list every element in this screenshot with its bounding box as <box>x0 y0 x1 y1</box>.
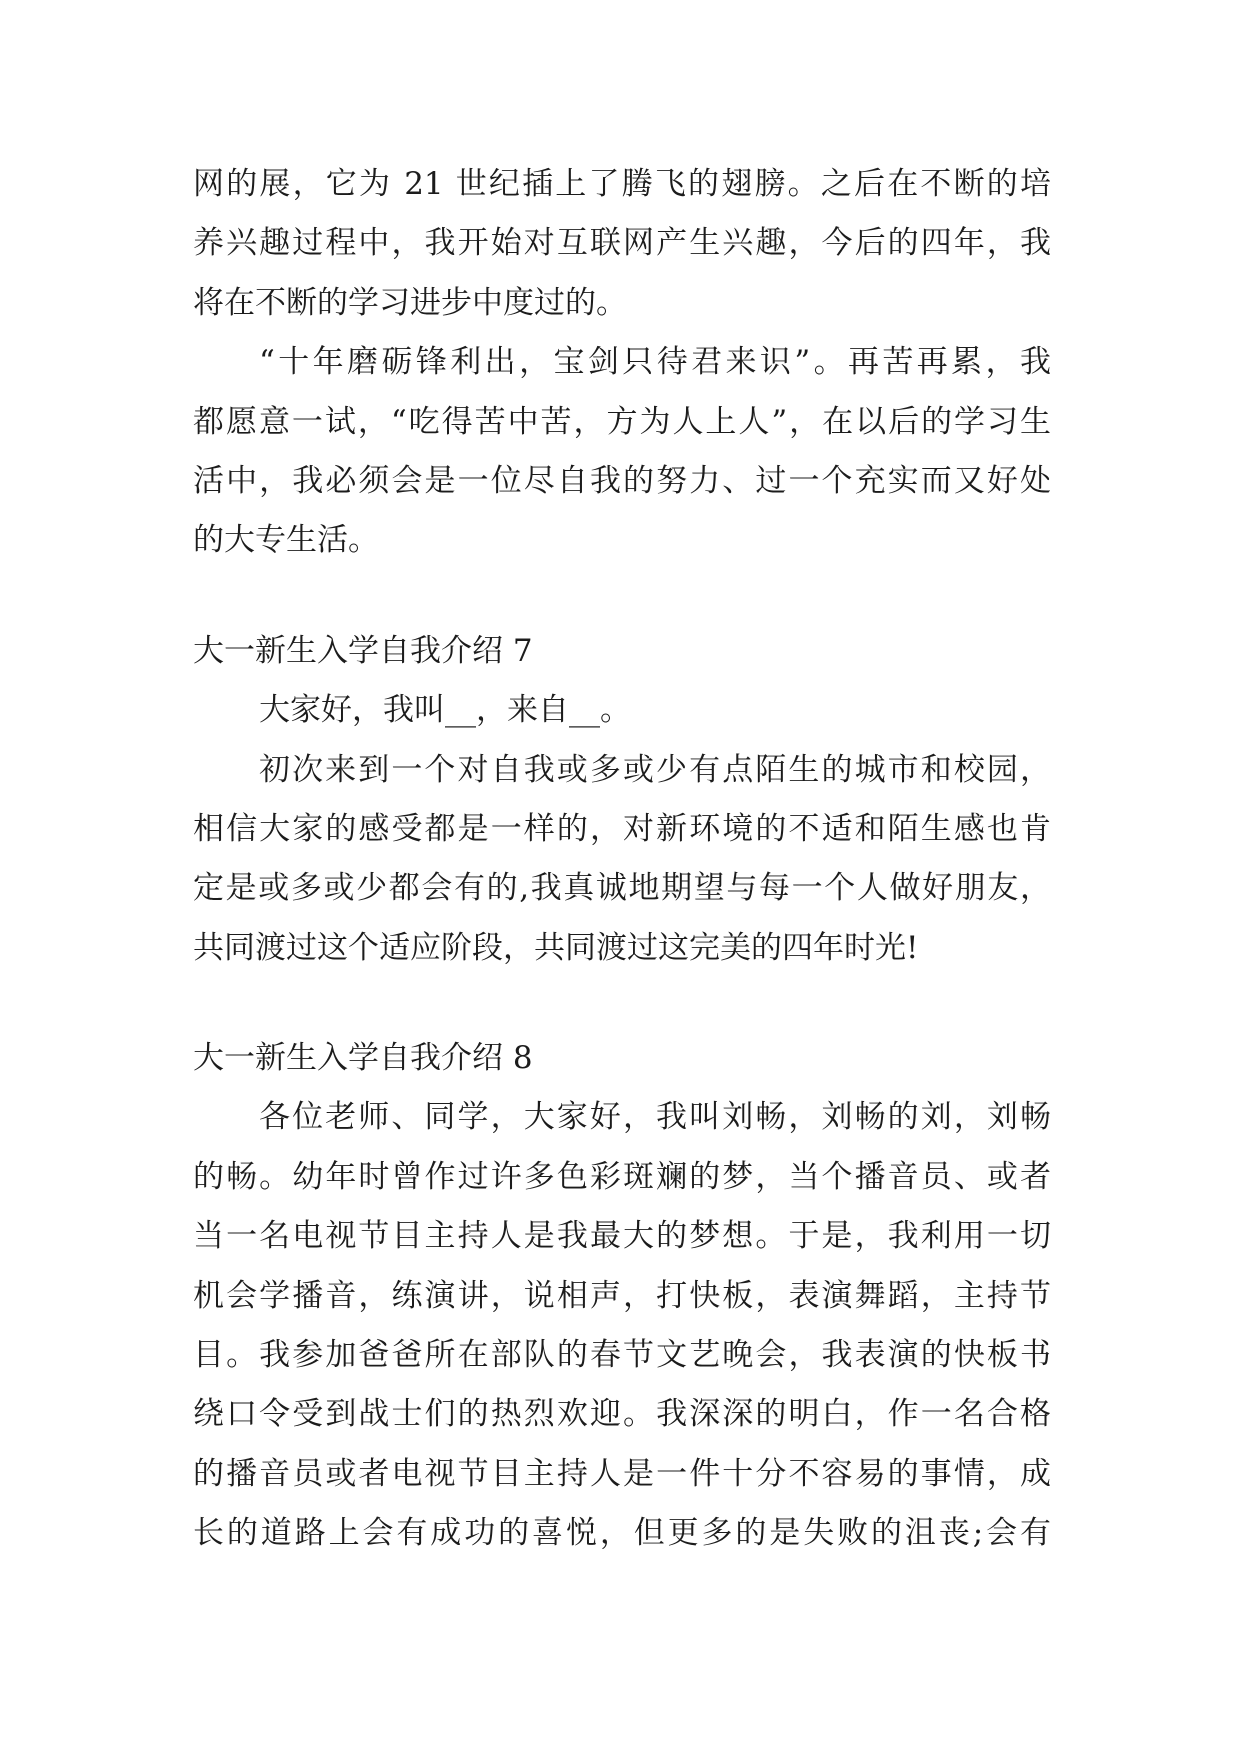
text-line: 的大专生活。 <box>193 522 379 559</box>
text-line: 的畅。幼年时曾作过许多色彩斑斓的梦，当个播音员、或者 <box>193 1158 1051 1195</box>
text-line: 养兴趣过程中，我开始对互联网产生兴趣，今后的四年，我 <box>193 225 1051 262</box>
document-body <box>193 155 1051 1564</box>
text-line: 将在不断的学习进步中度过的。 <box>193 284 627 321</box>
text-line: 定是或多或少都会有的,我真诚地期望与每一个人做好朋友， <box>193 870 1051 907</box>
paragraph <box>193 1088 1051 1563</box>
section-heading: 大一新生入学自我介绍 8 <box>193 1040 533 1077</box>
text-line: 共同渡过这个适应阶段，共同渡过这完美的四年时光! <box>193 929 919 966</box>
text-line: 都愿意一试，“吃得苦中苦，方为人上人”，在以后的学习生 <box>193 403 1051 440</box>
text-line: 初次来到一个对自我或多或少有点陌生的城市和校园， <box>259 751 1051 788</box>
text-line: 活中，我必须会是一位尽自我的努力、过一个充实而又好处 <box>193 462 1051 499</box>
text-line: 的播音员或者电视节目主持人是一件十分不容易的事情，成 <box>193 1455 1051 1492</box>
text-line: 网的展，它为 21 世纪插上了腾飞的翅膀。之后在不断的培 <box>193 166 1051 202</box>
text-line: “十年磨砺锋利出，宝剑只待君来识”。再苦再累，我 <box>259 344 1051 381</box>
paragraph <box>193 741 1051 979</box>
section-spacer <box>193 571 1051 622</box>
text-line: 大家好，我叫__，来自__。 <box>259 692 631 729</box>
paragraph <box>193 681 1051 740</box>
paragraph <box>193 155 1051 333</box>
text-line: 机会学播音，练演讲，说相声，打快板，表演舞蹈，主持节 <box>193 1277 1051 1314</box>
text-line: 长的道路上会有成功的喜悦，但更多的是失败的沮丧;会有 <box>193 1515 1051 1552</box>
section-spacer <box>193 978 1051 1029</box>
text-line: 当一名电视节目主持人是我最大的梦想。于是，我利用一切 <box>193 1218 1051 1255</box>
text-line: 目。我参加爸爸所在部队的春节文艺晚会，我表演的快板书 <box>193 1337 1051 1374</box>
text-line: 绕口令受到战士们的热烈欢迎。我深深的明白，作一名合格 <box>193 1396 1051 1433</box>
section-heading: 大一新生入学自我介绍 7 <box>193 632 533 669</box>
paragraph <box>193 333 1051 571</box>
text-line: 各位老师、同学，大家好，我叫刘畅，刘畅的刘，刘畅 <box>259 1099 1051 1136</box>
text-line: 相信大家的感受都是一样的，对新环境的不适和陌生感也肯 <box>193 810 1051 847</box>
